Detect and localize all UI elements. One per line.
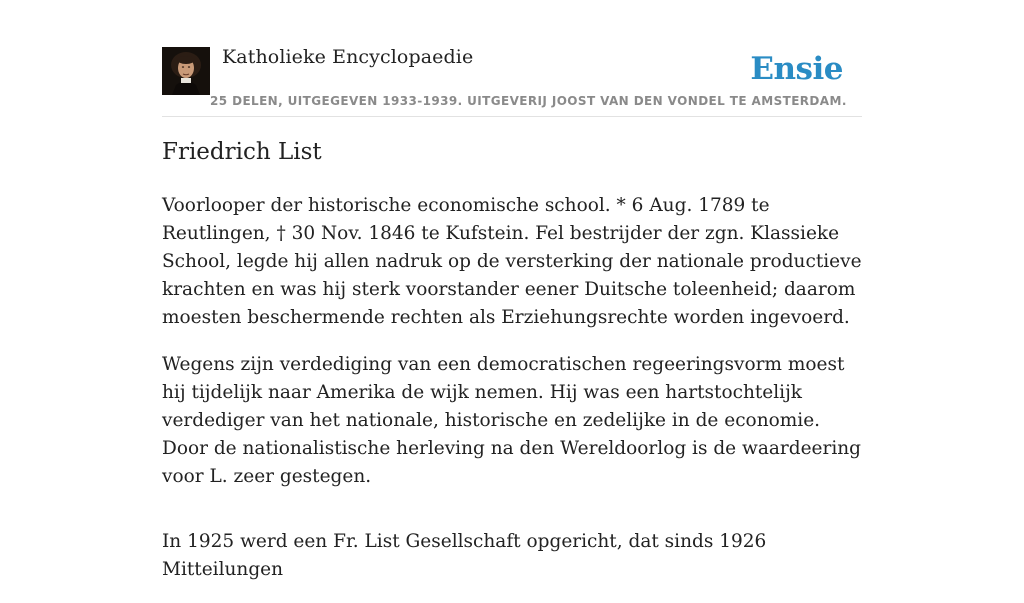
ensie-logo[interactable]: Ensie	[750, 51, 843, 87]
article-title: Friedrich List	[162, 139, 322, 165]
article-paragraph: Voorlooper der historische economische school. * 6 Aug. 1789 te Reutlingen, † 30 Nov. 1846 te Kufstein. Fel bestrijder der zgn. Klassieke School, legde hij allen nadruk op de versterking der nationale productieve krachten en was hij sterk voorstander eener Duitsche toleenheid; daarom moesten beschermende rechten als Erziehungsrechte worden ingevoerd.	[162, 195, 862, 328]
article-body	[162, 192, 862, 603]
publication-title[interactable]: Katholieke Encyclopaedie	[222, 46, 474, 68]
publication-header	[162, 44, 862, 117]
portrait-icon	[162, 47, 210, 95]
publication-avatar[interactable]	[162, 47, 210, 95]
article-paragraph: In 1925 werd een Fr. List Gesellschaft opgericht, dat sinds 1926 Mitteilungen	[162, 531, 767, 580]
publication-subtitle: 25 DELEN, UITGEGEVEN 1933-1939. UITGEVERIJ JOOST VAN DEN VONDEL TE AMSTERDAM.	[210, 94, 847, 108]
article-paragraph: Wegens zijn verdediging van een democratischen regeeringsvorm moest hij tijdelijk naar Amerika de wijk nemen. Hij was een hartstochtelijk verdediger van het nationale, historische en zedelijke in de economie. Door de nationalistische herleving na den Wereldoorlog is de waardeering voor L. zeer gestegen.	[162, 354, 862, 487]
